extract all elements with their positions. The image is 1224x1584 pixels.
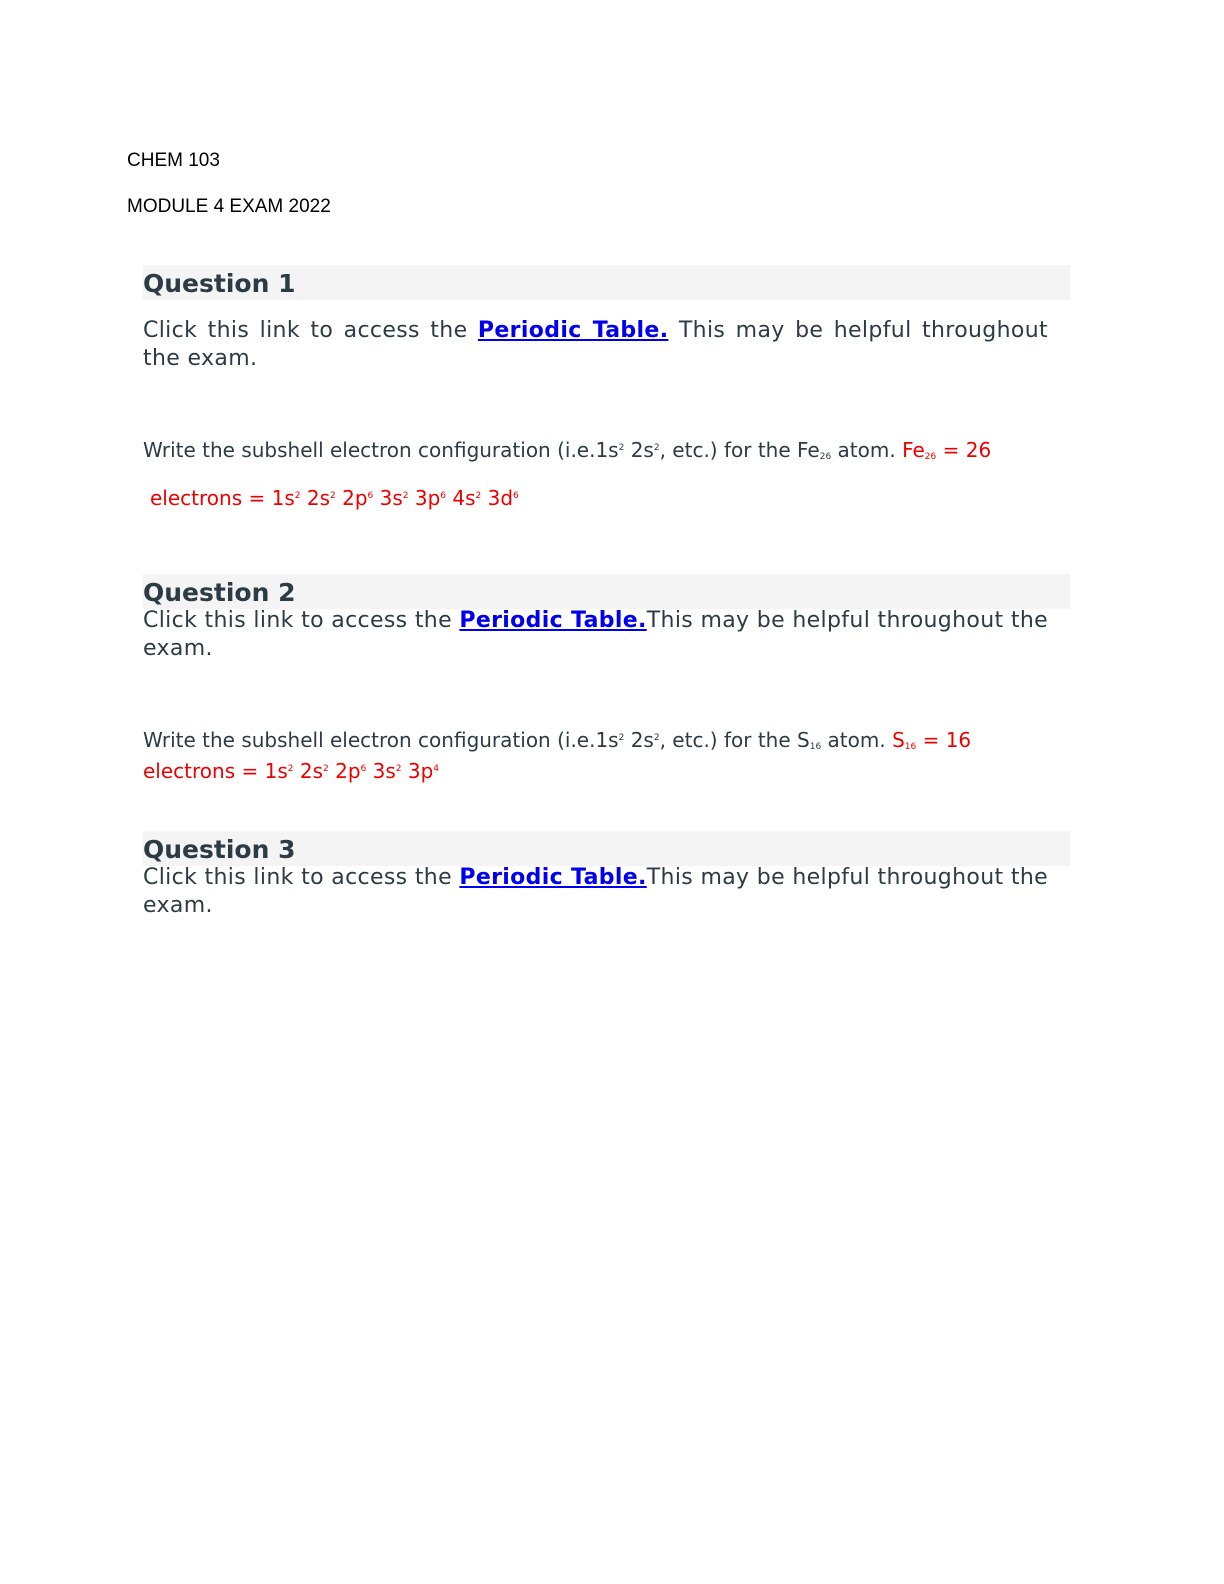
orbital: 2p xyxy=(342,486,368,510)
prompt-text: 2s xyxy=(624,438,654,462)
electron-count: 2 xyxy=(402,491,409,501)
intro-text: This may be helpful throughout the exam. xyxy=(143,865,1048,918)
config-list xyxy=(265,759,439,783)
prompt-text: Write the subshell electron configuration (i.e.1s xyxy=(143,728,619,752)
element-symbol: S xyxy=(797,728,810,752)
electron-count: 6 xyxy=(360,764,367,774)
atomic-number: 26 xyxy=(819,452,832,462)
electron-count: 4 xyxy=(433,764,440,774)
electron-count: 2 xyxy=(395,764,402,774)
answer-element: S xyxy=(892,728,905,752)
orbital: 1s xyxy=(271,486,295,510)
prompt-text: 2s xyxy=(624,728,654,752)
config-list xyxy=(272,486,519,510)
answer-count xyxy=(902,438,991,462)
electron-count: 2 xyxy=(294,491,301,501)
superscript: 2 xyxy=(653,443,660,453)
intro-text: Click this link to access the xyxy=(143,318,478,343)
question-2-title: Question 2 xyxy=(143,578,296,607)
electron-count: 2 xyxy=(323,764,329,774)
orbital: 4s xyxy=(452,486,476,510)
question-1-prompt xyxy=(143,438,991,462)
electron-count: 2 xyxy=(287,764,294,774)
answer-label: electrons = xyxy=(150,486,272,510)
answer-count xyxy=(892,728,971,752)
exam-title: MODULE 4 EXAM 2022 xyxy=(127,196,331,217)
answer-subscript: 16 xyxy=(904,742,917,752)
prompt-text: atom. xyxy=(821,728,893,752)
orbital: 1s xyxy=(264,759,288,783)
orbital: 2p xyxy=(335,759,361,783)
intro-text: Click this link to access the xyxy=(143,865,460,890)
superscript: 2 xyxy=(653,733,660,743)
intro-text: This may be helpful throughout the exam. xyxy=(143,608,1048,661)
periodic-table-link[interactable]: Periodic Table. xyxy=(477,318,669,343)
question-2-prompt xyxy=(143,728,971,752)
prompt-text: Write the subshell electron configuration (i.e.1s xyxy=(143,438,619,462)
question-2-intro xyxy=(143,607,1048,663)
electron-count: 6 xyxy=(367,491,374,501)
superscript: 2 xyxy=(618,443,625,453)
question-1-answer xyxy=(150,486,519,510)
orbital: 3s xyxy=(379,486,403,510)
answer-equals: = 16 xyxy=(916,728,972,752)
intro-text: This may be helpful throughout the exam. xyxy=(143,318,1048,371)
answer-equals: = 26 xyxy=(936,438,992,462)
prompt-text: atom. xyxy=(831,438,903,462)
question-3-intro xyxy=(143,864,1048,920)
orbital: 2s xyxy=(299,759,323,783)
answer-label: electrons = xyxy=(143,759,265,783)
question-1-intro xyxy=(143,317,1048,373)
periodic-table-link[interactable]: Periodic Table. xyxy=(459,608,647,633)
electron-count: 2 xyxy=(330,491,336,501)
orbital: 2s xyxy=(306,486,330,510)
question-2-answer xyxy=(143,759,439,783)
prompt-text: , etc.) for the xyxy=(659,438,798,462)
question-1-title: Question 1 xyxy=(143,269,296,298)
answer-element: Fe xyxy=(902,438,925,462)
atomic-number: 16 xyxy=(809,742,822,752)
electron-count: 6 xyxy=(513,491,519,501)
course-title: CHEM 103 xyxy=(127,150,220,171)
periodic-table-link[interactable]: Periodic Table. xyxy=(459,865,647,890)
superscript: 2 xyxy=(618,733,625,743)
electron-count: 2 xyxy=(475,491,482,501)
electron-count: 6 xyxy=(440,491,447,501)
intro-text: Click this link to access the xyxy=(143,608,460,633)
orbital: 3d xyxy=(487,486,514,510)
element-symbol: Fe xyxy=(797,438,820,462)
orbital: 3s xyxy=(372,759,396,783)
orbital: 3p xyxy=(407,759,434,783)
answer-subscript: 26 xyxy=(924,452,937,462)
prompt-text: , etc.) for the xyxy=(659,728,798,752)
question-3-title: Question 3 xyxy=(143,835,296,864)
orbital: 3p xyxy=(414,486,441,510)
